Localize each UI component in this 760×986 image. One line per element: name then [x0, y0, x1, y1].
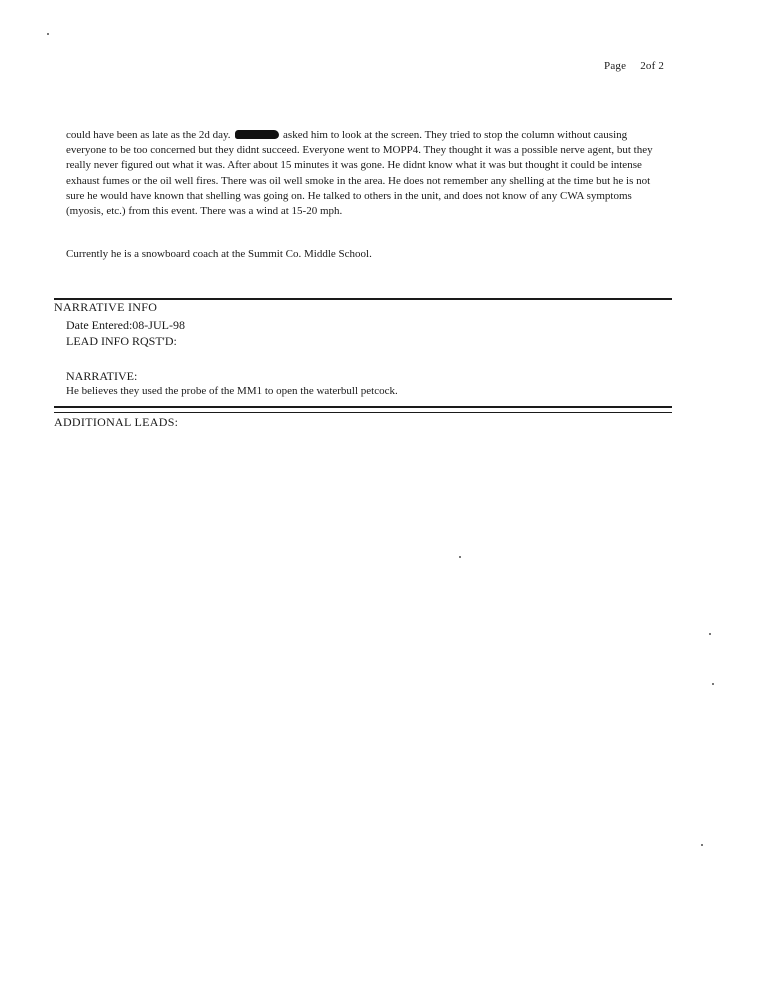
closing-sentence: Currently he is a snowboard coach at the Summit Co. Middle School.	[66, 248, 372, 260]
date-entered: Date Entered:08-JUL-98	[66, 318, 185, 332]
narrative-label: NARRATIVE:	[66, 369, 138, 383]
scan-speck	[47, 33, 49, 35]
divider-bottom	[54, 412, 672, 413]
page-number	[604, 60, 664, 72]
narrative-info-title: NARRATIVE INFO	[54, 300, 158, 314]
scan-speck	[701, 844, 703, 846]
scan-speck	[712, 683, 714, 685]
redaction-mark	[235, 130, 279, 139]
narrative-text: He believes they used the probe of the MM1 to open the waterbull petcock.	[66, 385, 398, 397]
interview-body	[66, 128, 666, 219]
body-text-continued: asked him to look at the screen. They tried to stop the column without causing everyone to be too concerned but they didnt succeed. Everyone went to MOPP4. They thought it was a possible nerve agent, but they really never figured out what it was. After about 15 minutes it was gone. He didnt know what it was but thought it could be intense exhaust fumes or the oil well fires. There was oil well smoke in the area. He does not remember any shelling at the time but he is not sure he would have known that shelling was going on. He talked to others in the unit, and does not know of any CWA symptoms (myosis, etc.) from this event. There was a wind at 15-20 mph.	[66, 129, 653, 218]
page-label: Page	[604, 60, 627, 72]
additional-leads-title: ADDITIONAL LEADS:	[54, 415, 179, 429]
scan-speck	[459, 556, 461, 558]
divider-middle	[54, 406, 672, 408]
scan-speck	[709, 633, 711, 635]
lead-info-requested: LEAD INFO RQST'D:	[66, 334, 177, 348]
body-text-start: could have been as late as the 2d day.	[66, 129, 231, 141]
page-value: 2of 2	[640, 60, 665, 72]
